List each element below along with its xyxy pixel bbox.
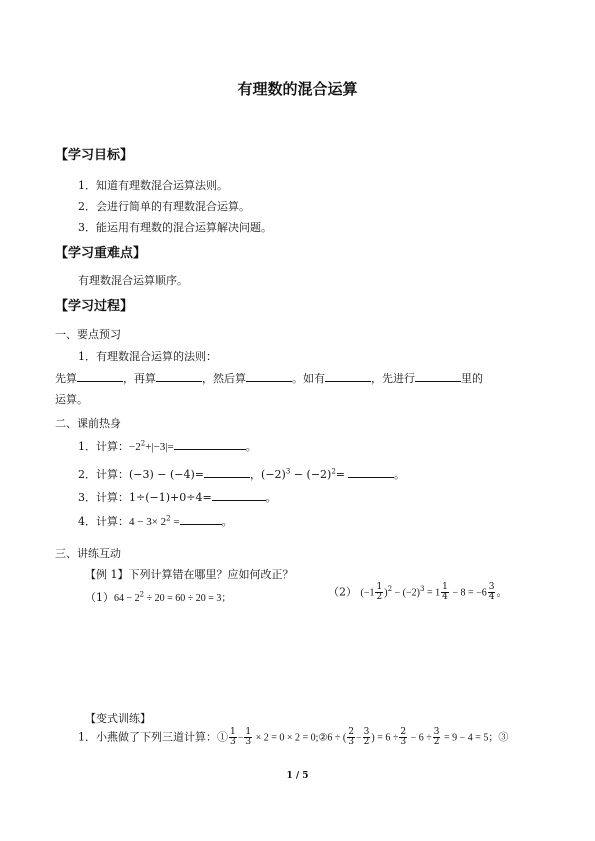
- answer-blank[interactable]: [174, 439, 246, 450]
- fill-blank-line: 先算 ，再算 ，然后算 。如有 ，先进行 里的: [55, 372, 483, 385]
- part1-question: 1．有理数混合运算的法则：: [78, 350, 217, 363]
- answer-blank[interactable]: [204, 467, 250, 478]
- section-goals-heading: 【学习目标】: [55, 148, 134, 163]
- fraction: $\frac{3}{2}$: [363, 727, 370, 747]
- goal-item: 3．能运用有理数的混合运算解决问题。: [78, 221, 272, 234]
- fraction: $\frac{2}{3}$: [348, 727, 354, 747]
- fraction: $\frac{3}{4}$: [488, 582, 495, 602]
- fraction: $\frac{1}{3}$: [245, 727, 252, 747]
- warmup-question-3: 3．计算：1÷(−1)+0÷4= 。: [78, 491, 277, 504]
- warmup-question-4: 4．计算：$4 - 3\times 2^2$ = 。: [78, 514, 233, 528]
- page-number: 1 / 5: [286, 771, 309, 781]
- warmup-question-1: 1．计算：$-2^2+|-3|=$ 。: [78, 439, 257, 453]
- fraction: $\frac{1}{2}$: [376, 582, 383, 602]
- part3-heading: 三、讲练互动: [55, 547, 121, 560]
- goal-item: 1．知道有理数混合运算法则。: [78, 179, 228, 192]
- warmup-question-2: 2．计算：(−3) − (−4)= ，$(-2)^3 - (-2)^2=$ 。: [78, 467, 406, 481]
- page-title: 有理数的混合运算: [237, 80, 358, 98]
- section-key-heading: 【学习重难点】: [55, 246, 147, 261]
- example-1-prompt: 【例 1】下列计算错在哪里？应如何改正？: [85, 568, 294, 581]
- section-process-heading: 【学习过程】: [55, 299, 134, 314]
- answer-blank[interactable]: [348, 467, 394, 478]
- fraction: $\frac{2}{3}$: [400, 727, 407, 747]
- blank[interactable]: [77, 371, 123, 382]
- variant-heading: 【变式训练】: [85, 712, 151, 725]
- fraction: $\frac{3}{2}$: [433, 727, 440, 747]
- fraction: $\frac{1}{4}$: [442, 582, 448, 602]
- fraction: $\frac{1}{3}$: [230, 727, 236, 747]
- part2-heading: 二、课前热身: [55, 417, 121, 430]
- blank[interactable]: [415, 371, 461, 382]
- goal-item: 2．会进行简单的有理数混合运算。: [78, 200, 250, 213]
- part1-heading: 一、要点预习: [55, 328, 121, 341]
- blank[interactable]: [325, 371, 371, 382]
- fill-blank-end: 运算。: [55, 393, 88, 406]
- answer-blank[interactable]: [180, 514, 222, 525]
- blank[interactable]: [156, 371, 202, 382]
- variant-question-1: 1．小燕做了下列三道计算：① $\frac{1}{3}$ − $\frac{1}{3}$ × 2 = 0 × 2 = 0;②6 ÷ ( $\frac{2}{3}$ − $\frac{3}{2}$ ) = 6 ÷ $\frac{2}{3}$ − 6 ÷ $\frac{3}{2}$ = 9 − 4 = 5；③: [78, 727, 509, 747]
- example-1-a: $(1)64 - 2^2 \div 20 = 60 \div 20 = 3$；: [85, 590, 232, 604]
- blank[interactable]: [246, 371, 292, 382]
- example-1-b: （2） (−1 $\frac{1}{2}$ )$^2 - (-2)^3 = 1$ $\frac{1}{4}$ − 8 = −6 $\frac{3}{4}$ 。: [328, 582, 508, 602]
- key-text: 有理数混合运算顺序。: [78, 274, 188, 287]
- answer-blank[interactable]: [212, 490, 266, 501]
